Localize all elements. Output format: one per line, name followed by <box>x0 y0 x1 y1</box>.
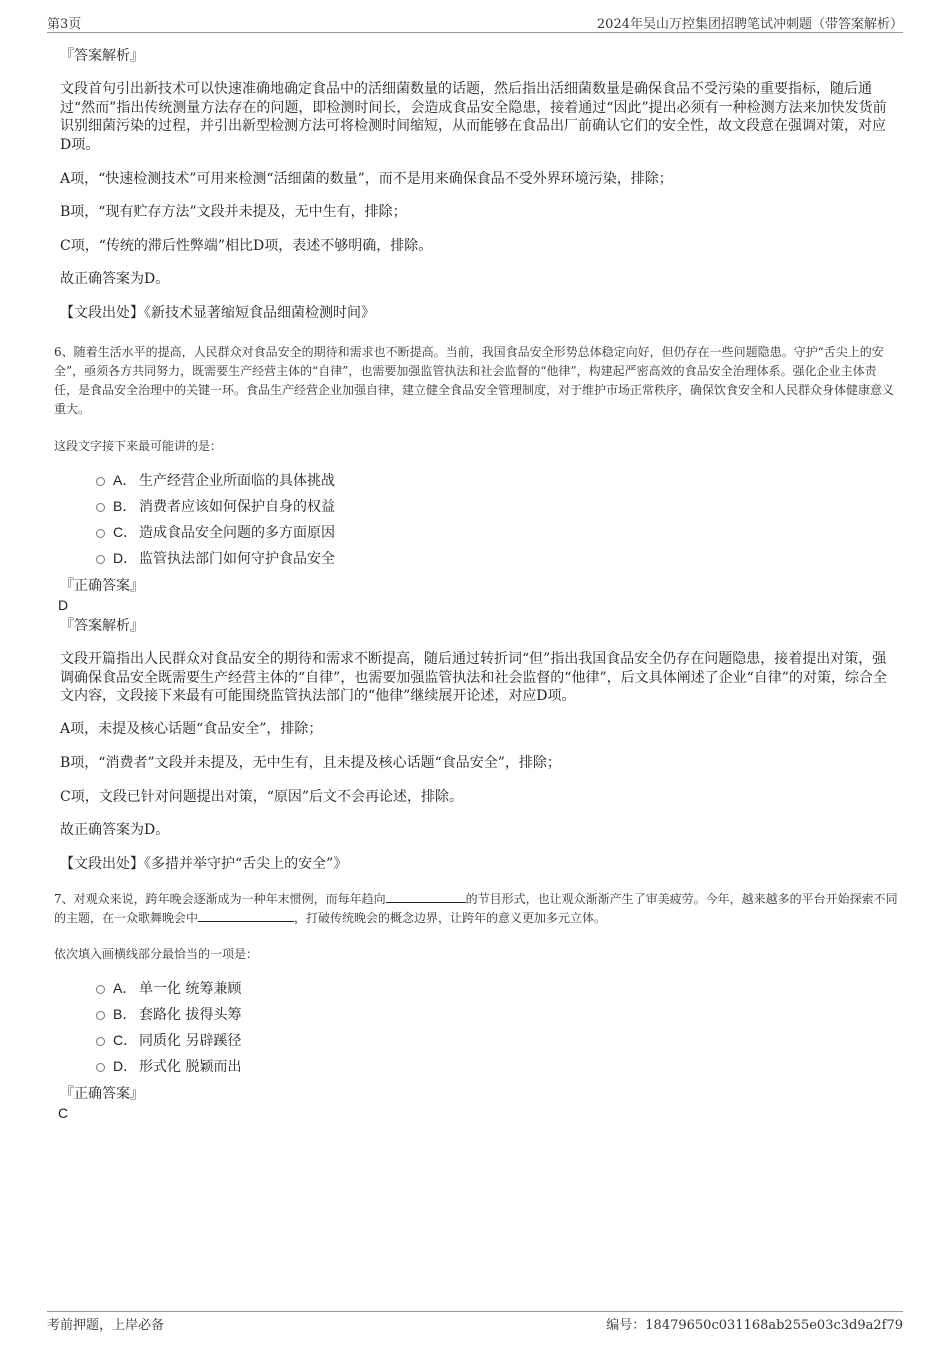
radio-button[interactable] <box>96 503 105 512</box>
analysis-option-b: B项，“现有贮存方法”文段并未提及，无中生有，排除； <box>60 204 407 220</box>
option-text: 同质化 另辟蹊径 <box>139 1033 242 1049</box>
analysis-conclusion: 故正确答案为D。 <box>60 822 170 838</box>
correct-answer-heading: 『正确答案』 <box>60 1086 144 1102</box>
correct-answer-heading: 『正确答案』 <box>60 578 144 594</box>
question-6-stem: 6、随着生活水平的提高，人民群众对食品安全的期待和需求也不断提高。当前，我国食品安全形势总体稳定向好，但仍存在一些问题隐患。守护“舌尖上的安全”，亟须各方共同努力，既需要生产经营主体的“自律”，也需要加强监管执法和社会监督的“他律”，构建起严密高效的食品安全治理体系。强化企业主体责任，是食品安全治理中的关键一环。食品生产经营企业加强自律，建立健全食品安全管理制度，对于维护市场正常秩序，确保饮食安全和人民群众身体健康意义重大。 <box>54 345 895 416</box>
analysis-option-a: A项，“快速检测技术”可用来检测“活细菌的数量”，而不是用来确保食品不受外界环境污染，排除； <box>60 171 673 187</box>
stem-part-3: ，打破传统晚会的概念边界，让跨年的意义更加多元立体。 <box>294 911 607 925</box>
q7-option-b[interactable] <box>96 1004 241 1024</box>
q7-option-a[interactable] <box>96 978 241 998</box>
correct-answer: C <box>58 1105 69 1121</box>
option-letter: A． <box>113 980 137 996</box>
analysis-option-c: C项，文段已针对问题提出对策，“原因”后文不会再论述，排除。 <box>60 789 464 805</box>
option-text: 消费者应该如何保护自身的权益 <box>139 499 335 515</box>
radio-button[interactable] <box>96 1037 105 1046</box>
analysis-option-c: C项，“传统的滞后性弊端”相比D项，表述不够明确，排除。 <box>60 238 433 254</box>
option-letter: A． <box>113 472 137 488</box>
correct-answer: D <box>58 597 69 613</box>
question-6-prompt: 这段文字接下来最可能讲的是： <box>54 439 223 453</box>
analysis-heading: 『答案解析』 <box>60 48 144 64</box>
option-letter: B． <box>113 1006 137 1022</box>
document-id: 编号：18479650c031168ab255e03c3d9a2f79 <box>606 1318 903 1333</box>
radio-button[interactable] <box>96 555 105 564</box>
q6-option-d[interactable] <box>96 548 335 568</box>
radio-button[interactable] <box>96 529 105 538</box>
option-letter: D． <box>113 1058 138 1074</box>
option-text: 套路化 拔得头筹 <box>139 1007 242 1023</box>
radio-button[interactable] <box>96 1063 105 1072</box>
footer-divider <box>47 1311 903 1312</box>
q6-option-c[interactable] <box>96 522 335 542</box>
q6-option-a[interactable] <box>96 470 335 490</box>
stem-part-1: 7、对观众来说，跨年晚会逐渐成为一种年末惯例，而每年趋向 <box>54 892 386 906</box>
fill-blank-2 <box>198 909 294 922</box>
analysis-conclusion: 故正确答案为D。 <box>60 271 170 287</box>
footer-slogan: 考前押题，上岸必备 <box>47 1318 165 1333</box>
q6-option-b[interactable] <box>96 496 335 516</box>
radio-button[interactable] <box>96 985 105 994</box>
stem-part-2: 的节目形式，也让观众渐渐产生了审美疲劳。今年，越来越多的平台开始探索不同的主题，在一众歌舞晚会中 <box>54 892 898 925</box>
analysis-text: 文段首句引出新技术可以快速准确地确定食品中的活细菌数量的话题，然后指出活细菌数量是确保食品不受污染的重要指标，随后通过“然而”指出传统测量方法存在的问题，即检测时间长，会造成食品安全隐患，接着通过“因此”提出必须有一种检测方法来加快发货前识别细菌污染的过程，并引出新型检测方法可将检测时间缩短，从而能够在食品出厂前确认它们的安全性，故文段意在强调对策，对应D项。 <box>60 81 887 153</box>
text-source: 【文段出处】《多措并举守护“舌尖上的安全”》 <box>60 856 348 872</box>
analysis-text: 文段开篇指出人民群众对食品安全的期待和需求不断提高，随后通过转折词“但”指出我国食品安全仍存在问题隐患，接着提出对策，强调确保食品安全既需要生产经营主体的“自律”，也需要加强监管执法和社会监督的“他律”，后文具体阐述了企业“自律”的对策，综合全文内容，文段接下来最有可能围绕监管执法部门的“他律”继续展开论述，对应D项。 <box>60 651 887 704</box>
analysis-option-b: B项，“消费者”文段并未提及，无中生有，且未提及核心话题“食品安全”，排除； <box>60 755 561 771</box>
question-7-stem <box>54 890 900 928</box>
q7-option-d[interactable] <box>96 1056 241 1076</box>
option-text: 监管执法部门如何守护食品安全 <box>139 551 335 567</box>
analysis-option-a: A项，未提及核心话题“食品安全”，排除； <box>60 721 323 737</box>
option-text: 单一化 统筹兼顾 <box>139 981 242 997</box>
fill-blank-1 <box>386 890 466 903</box>
page-number: 第3页 <box>47 17 82 32</box>
option-letter: C． <box>113 524 138 540</box>
analysis-heading: 『答案解析』 <box>60 618 144 634</box>
radio-button[interactable] <box>96 1011 105 1020</box>
option-letter: B． <box>113 498 137 514</box>
question-7-prompt: 依次填入画横线部分最恰当的一项是： <box>54 947 259 961</box>
document-title: 2024年吴山万控集团招聘笔试冲刺题（带答案解析） <box>596 17 903 32</box>
option-text: 生产经营企业所面临的具体挑战 <box>139 473 335 489</box>
text-source: 【文段出处】《新技术显著缩短食品细菌检测时间》 <box>60 305 375 321</box>
option-text: 形式化 脱颖而出 <box>139 1059 242 1075</box>
option-letter: D． <box>113 550 138 566</box>
option-text: 造成食品安全问题的多方面原因 <box>139 525 335 541</box>
radio-button[interactable] <box>96 477 105 486</box>
q7-option-c[interactable] <box>96 1030 241 1050</box>
header-divider <box>47 32 903 33</box>
option-letter: C． <box>113 1032 138 1048</box>
